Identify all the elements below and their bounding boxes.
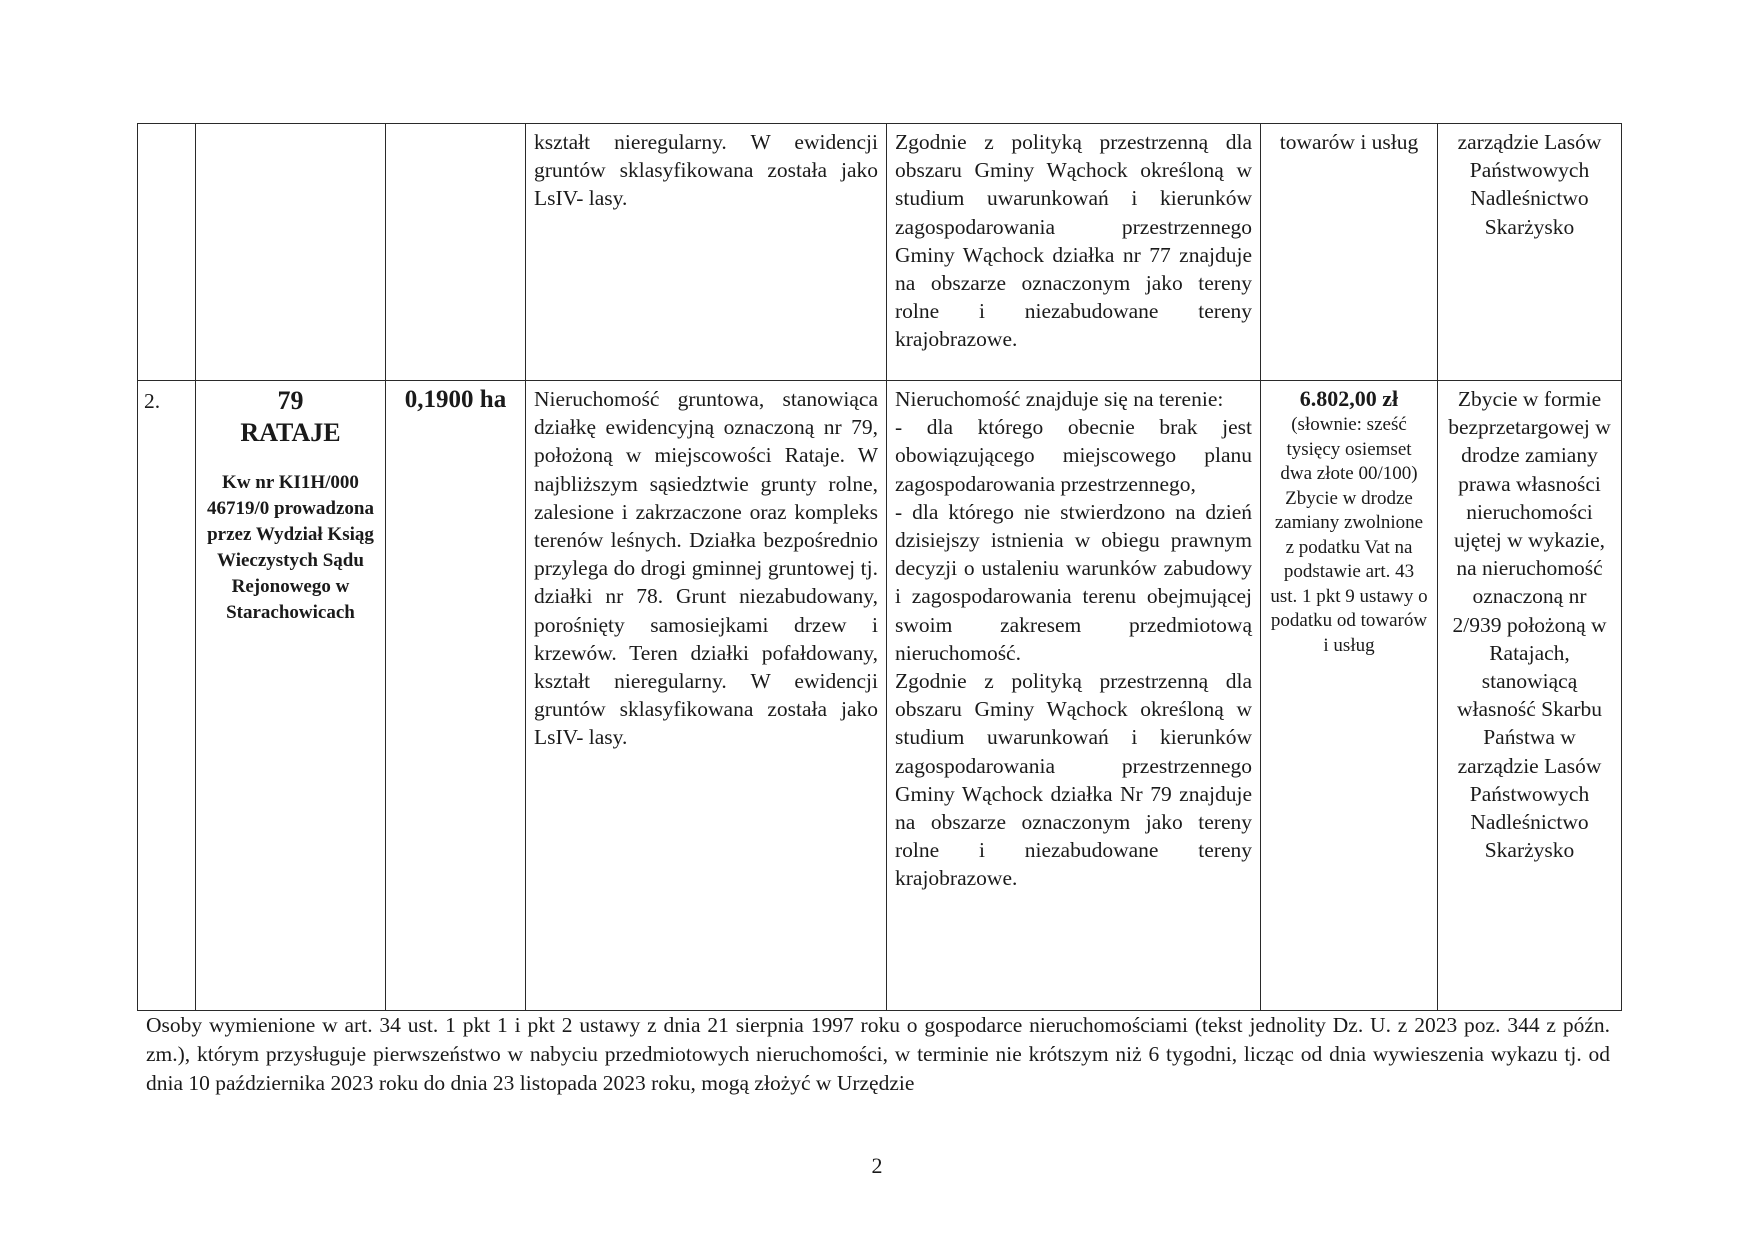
zoning-intro: Nieruchomość znajduje się na terenie:: [895, 387, 1224, 411]
description-cell: kształt nieregularny. W ewidencji gruntów sklasyfikowana została jako LsIV- lasy.: [526, 124, 887, 381]
price-tax-note: Zbycie w drodze zamiany zwolnione z podatku Vat na podstawie art. 43 ust. 1 pkt 9 ustawy o podatku od towarów i usług: [1270, 487, 1428, 656]
price-value: 6.802,00 zł: [1299, 386, 1399, 411]
price-cell: towarów i usług: [1261, 124, 1438, 381]
plot-cell: [196, 124, 386, 381]
plot-cell: [196, 381, 386, 1011]
zoning-study: Zgodnie z polityką przestrzenną dla obszaru Gminy Wąchock określoną w studium uwarunkowań i kierunków zagospodarowania przestrzennego Gminy Wąchock działka Nr 79 znajduje na obszarze oznaczonym jako tereny rolne i niezabudowane tereny krajobrazowe.: [895, 669, 1252, 891]
table-row-continuation: [138, 124, 1622, 381]
lp-cell: [138, 124, 196, 381]
zoning-cell: Zgodnie z polityką przestrzenną dla obszaru Gminy Wąchock określoną w studium uwarunkowań i kierunków zagospodarowania przestrzennego Gminy Wąchock działka nr 77 znajduje na obszarze oznaczonym jako tereny rolne i niezabudowane tereny krajobrazowe.: [887, 124, 1261, 381]
price-cell: [1261, 381, 1438, 1011]
land-register-info: Kw nr KI1H/000 46719/0 prowadzona przez Wydział Ksiąg Wieczystych Sądu Rejonowego w Starachowicach: [207, 472, 374, 623]
zoning-cell: [887, 381, 1261, 1011]
area-cell: [386, 124, 526, 381]
property-list-table: [137, 123, 1622, 1011]
lp-cell: 2.: [138, 381, 196, 1011]
zoning-point-1: - dla którego obecnie brak jest obowiązującego miejscowego planu zagospodarowania przestrzennego,: [895, 415, 1252, 496]
plot-area: 0,1900 ha: [404, 386, 507, 413]
footer-paragraph: Osoby wymienione w art. 34 ust. 1 pkt 1 i pkt 2 ustawy z dnia 21 sierpnia 1997 roku o gospodarce nieruchomościami (tekst jednolity Dz. U. z 2023 poz. 344 z późn. zm.), którym przysługuje pierwszeństwo w nabyciu przedmiotowych nieruchomości, w terminie nie krótszym niż 6 tygodni, licząc od dnia wywieszenia wykazu tj. od dnia 10 października 2023 roku do dnia 23 listopada 2023 roku, mogą złożyć w Urzędzie: [146, 1013, 1610, 1095]
form-cell: zarządzie Lasów Państwowych Nadleśnictwo Skarżysko: [1438, 124, 1622, 381]
locality-name: RATAJE: [240, 418, 341, 447]
page-number: 2: [871, 1153, 883, 1178]
area-cell: [386, 381, 526, 1011]
form-cell: Zbycie w formie bezprzetargowej w drodze zamiany prawa własności nieruchomości ujętej w wykazie, na nieruchomość oznaczoną nr 2/939 położoną w Ratajach, stanowiącą własność Skarbu Państwa w zarządzie Lasów Państwowych Nadleśnictwo Skarżysko: [1438, 381, 1622, 1011]
plot-number: 79: [277, 386, 304, 415]
zoning-point-2: - dla którego nie stwierdzono na dzień dzisiejszy istnienia w obiegu prawnym decyzji o ustaleniu warunków zabudowy i zagospodarowania terenu obejmującej swoim zakresem przedmiotową nieruchomość.: [895, 499, 1252, 665]
price-in-words: (słownie: sześć tysięcy osiemset dwa złote 00/100): [1280, 414, 1418, 485]
table-row-2: [138, 381, 1622, 1011]
description-cell: Nieruchomość gruntowa, stanowiąca działkę ewidencyjną oznaczoną nr 79, położoną w miejscowości Rataje. W najbliższym sąsiedztwie grunty rolne, zalesione i zakrzaczone oraz kompleks terenów leśnych. Działka bezpośrednio przylega do drogi gminnej gruntowej tj. działki nr 78. Grunt niezabudowany, porośnięty samosiejkami drzew i krzewów. Teren działki pofałdowany, kształt nieregularny. W ewidencji gruntów sklasyfikowana została jako LsIV- lasy.: [526, 381, 887, 1011]
